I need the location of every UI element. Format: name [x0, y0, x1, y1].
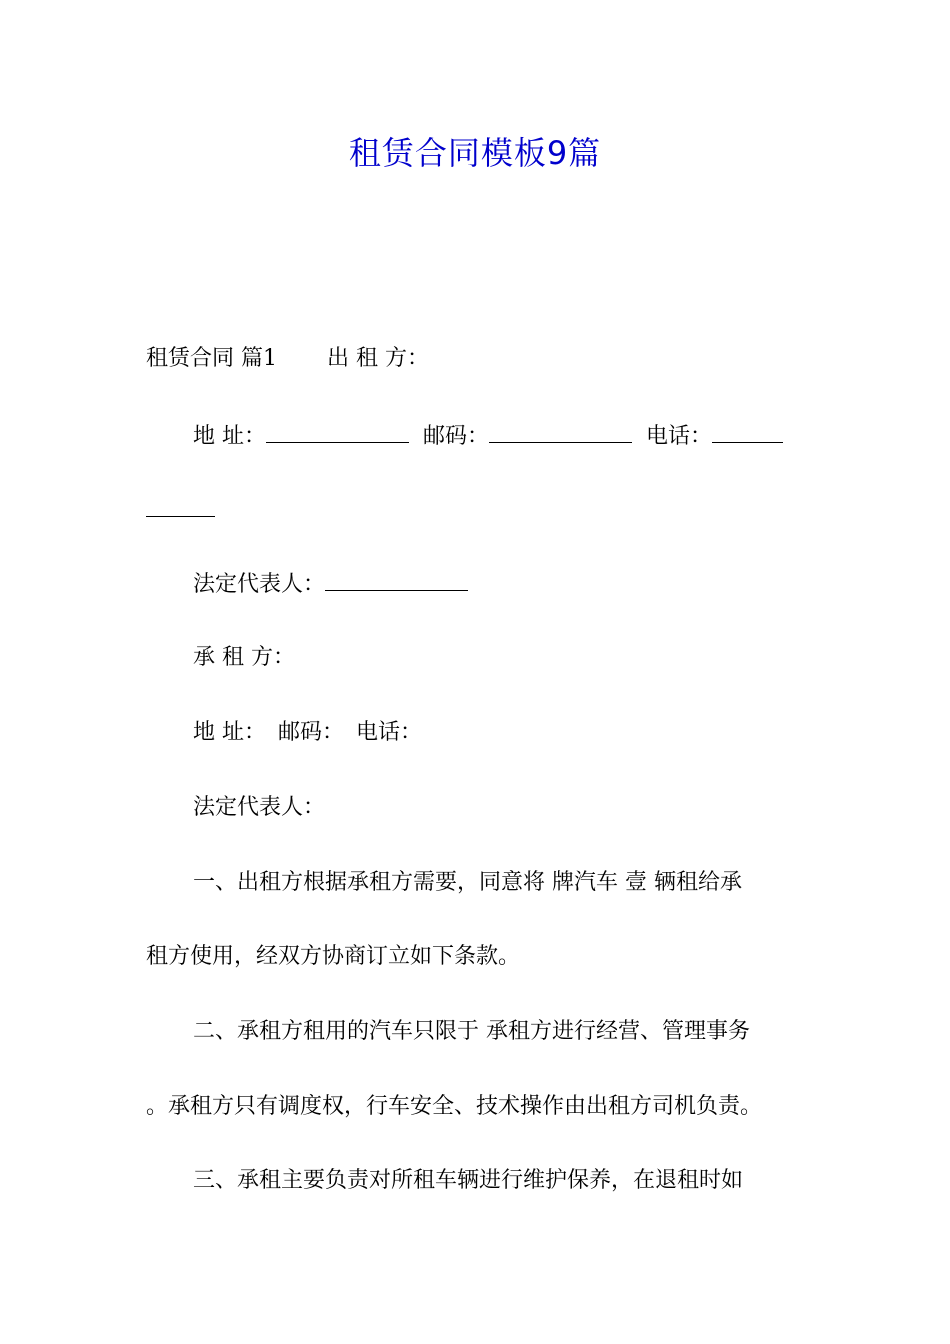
lessor-legal-rep-blank [325, 568, 468, 591]
clause-1-line-1: 一、出租方根据承租方需要，同意将 牌汽车 壹 辆租给承 [193, 870, 742, 895]
lessee-phone-label: 电话： [356, 720, 423, 745]
lessee-label: 承 租 方： [193, 645, 295, 670]
lessor-address-label: 地 址： [193, 424, 266, 449]
lessor-postcode-blank [489, 420, 632, 443]
lessor-legal-rep-line [193, 568, 468, 600]
lessor-legal-rep-label: 法定代表人： [193, 572, 326, 597]
lessee-address-label: 地 址： [193, 720, 266, 745]
contract-heading: 租赁合同 篇1 [146, 346, 277, 371]
lessor-label: 出 租 方： [327, 346, 429, 371]
clause-2-line-1: 二、承租方租用的汽车只限于 承租方进行经营、管理事务 [193, 1019, 750, 1044]
lessee-legal-rep-line [193, 793, 325, 823]
lessor-contact-line [193, 420, 783, 452]
clause-1-line-2: 租方使用，经双方协商订立如下条款。 [146, 944, 521, 969]
lessor-phone-blank-cont [146, 494, 215, 517]
document-title: 租赁合同模板9篇 [348, 134, 602, 172]
lessee-contact-line [193, 718, 422, 748]
lessor-phone-continuation [146, 494, 215, 526]
lessor-phone-label: 电话： [646, 424, 713, 449]
clause-3-line-1: 三、承租主要负责对所租车辆进行维护保养，在退租时如 [193, 1168, 744, 1193]
lessee-legal-rep-label: 法定代表人： [193, 795, 326, 820]
lessor-postcode-label: 邮码： [423, 424, 490, 449]
lessor-address-blank [266, 420, 409, 443]
contract-heading-line [146, 344, 429, 374]
lessee-label-line [193, 643, 295, 673]
lessor-phone-blank [712, 420, 783, 443]
lessee-postcode-label: 邮码： [278, 720, 345, 745]
clause-2-line-2: 。承租方只有调度权，行车安全、技术操作由出租方司机负责。 [146, 1094, 763, 1119]
